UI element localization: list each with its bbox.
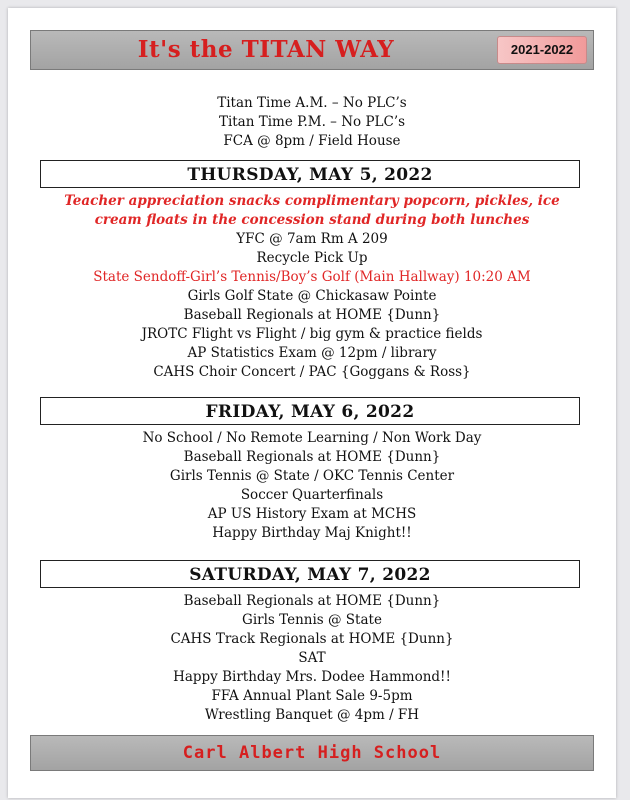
- thursday-item: AP Statistics Exam @ 12pm / library: [187, 345, 437, 361]
- thursday-highlight: Teacher appreciation snacks complimentary popcorn, pickles, ice cream floats in the concession stand during both lunches: [64, 193, 560, 228]
- intro-section: [8, 94, 616, 151]
- thursday-item: Recycle Pick Up: [256, 250, 368, 266]
- saturday-item: Baseball Regionals at HOME {Dunn}: [183, 593, 441, 609]
- saturday-item: Wrestling Banquet @ 4pm / FH: [204, 707, 420, 723]
- thursday-item-sendoff: State Sendoff-Girl’s Tennis/Boy’s Golf (Main Hallway) 10:20 AM: [93, 269, 531, 285]
- intro-item: FCA @ 8pm / Field House: [223, 133, 401, 149]
- intro-item: Titan Time A.M. – No PLC’s: [217, 95, 407, 111]
- friday-header: FRIDAY, MAY 6, 2022: [40, 397, 580, 425]
- friday-item: Girls Tennis @ State / OKC Tennis Center: [169, 468, 455, 484]
- friday-item: Baseball Regionals at HOME {Dunn}: [183, 449, 441, 465]
- thursday-item: CAHS Choir Concert / PAC {Goggans & Ross}: [153, 364, 471, 380]
- saturday-item: SAT: [298, 650, 326, 666]
- thursday-item: YFC @ 7am Rm A 209: [236, 231, 388, 247]
- friday-section: [8, 429, 616, 543]
- saturday-item: FFA Annual Plant Sale 9-5pm: [211, 688, 413, 704]
- friday-item: AP US History Exam at MCHS: [207, 506, 417, 522]
- saturday-section: [8, 592, 616, 725]
- header-banner: [30, 30, 594, 70]
- school-year-badge: 2021-2022: [497, 36, 587, 64]
- friday-item: Soccer Quarterfinals: [240, 487, 384, 503]
- saturday-item: Happy Birthday Mrs. Dodee Hammond!!: [173, 669, 451, 685]
- thursday-header: THURSDAY, MAY 5, 2022: [40, 160, 580, 188]
- saturday-header: SATURDAY, MAY 7, 2022: [40, 560, 580, 588]
- friday-item: Happy Birthday Maj Knight!!: [212, 525, 412, 541]
- thursday-item: Baseball Regionals at HOME {Dunn}: [183, 307, 441, 323]
- intro-item: Titan Time P.M. – No PLC’s: [218, 114, 406, 130]
- banner-title: It's the TITAN WAY: [137, 36, 395, 63]
- saturday-item: CAHS Track Regionals at HOME {Dunn}: [170, 631, 454, 647]
- friday-item: No School / No Remote Learning / Non Work Day: [142, 430, 482, 446]
- saturday-item: Girls Tennis @ State: [242, 612, 382, 628]
- thursday-item: Girls Golf State @ Chickasaw Pointe: [187, 288, 437, 304]
- thursday-section: [8, 192, 616, 382]
- footer-school-banner: Carl Albert High School: [30, 735, 594, 771]
- newsletter-page: [8, 8, 616, 798]
- thursday-item: JROTC Flight vs Flight / big gym & practice fields: [141, 326, 483, 342]
